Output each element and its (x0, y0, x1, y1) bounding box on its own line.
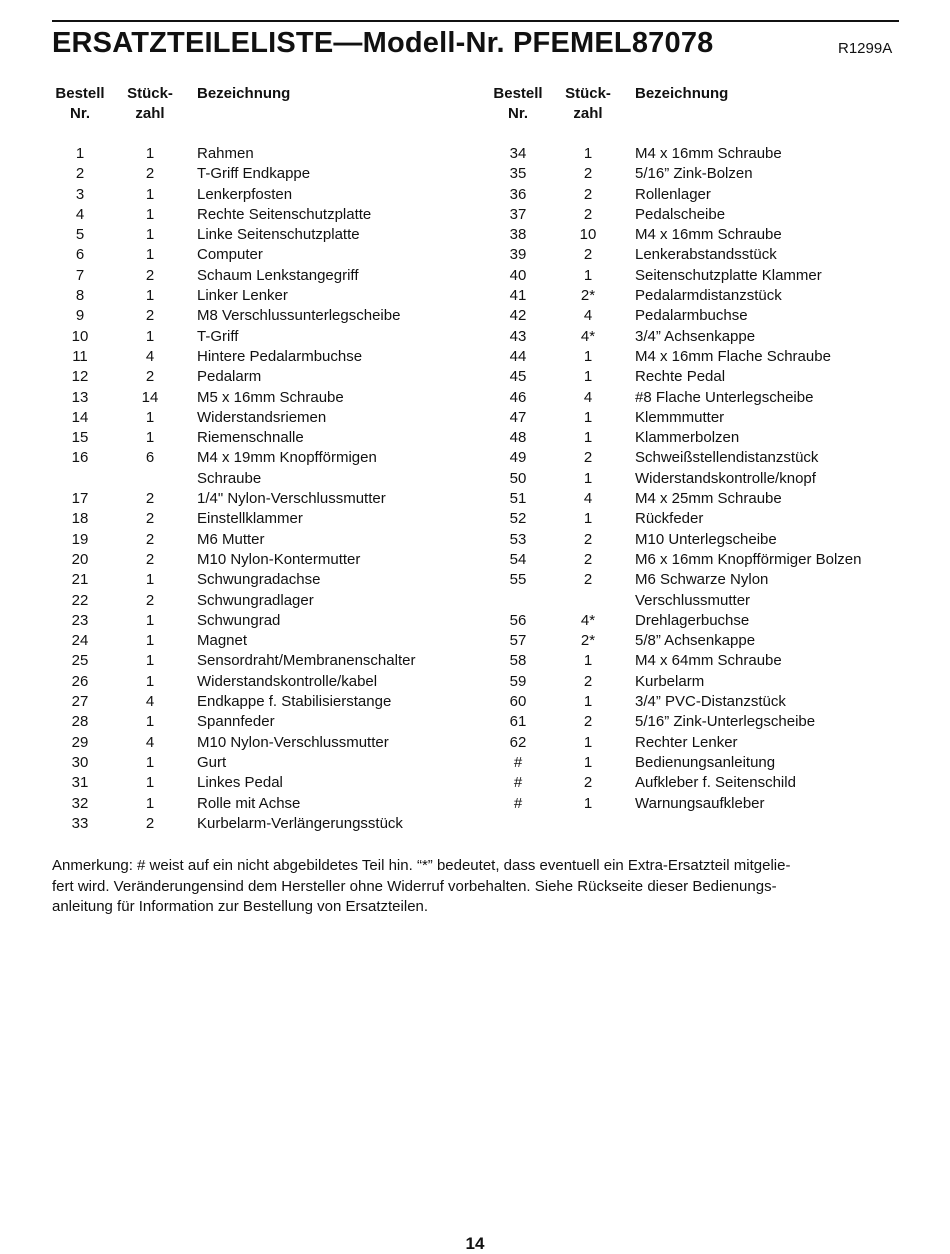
part-description: Klammerbolzen (635, 429, 740, 447)
part-number: 38 (509, 226, 527, 244)
part-description: Hintere Pedalarmbuchse (197, 347, 363, 365)
part-number: 24 (71, 632, 89, 650)
part-description: M6 x 16mm Knopfförmiger Bolzen (635, 550, 862, 568)
part-quantity: 2 (583, 165, 593, 183)
part-description: Magnet (197, 632, 248, 650)
footnote: Anmerkung: # weist auf ein nicht abgebildetes Teil hin. “*” bedeutet, dass eventuell ein Extra-Ersatzteil mitgelie- fert wird. Veränderungensind dem Hersteller ohne Widerruf vorbehalten. Siehe Rückseite dieser Bedienungs- anleitung für Information zur Bestellung von Ersatzteilen. (52, 857, 791, 915)
part-description: Schweißstellendistanzstück (635, 449, 819, 467)
part-description: Rechter Lenker (635, 733, 738, 751)
part-description: Rahmen (197, 145, 254, 162)
table-row (52, 306, 472, 326)
part-description: Pedalarm (197, 368, 262, 386)
part-number: 14 (71, 408, 89, 426)
part-number: 62 (509, 733, 527, 751)
table-row (52, 185, 472, 205)
part-quantity: 4 (145, 347, 155, 365)
part-number: # (513, 794, 523, 812)
part-quantity: 2* (580, 632, 596, 650)
part-description: 1/4" Nylon-Verschlussmutter (197, 490, 386, 508)
part-number: 36 (509, 185, 527, 203)
part-quantity: 1 (583, 145, 593, 162)
part-quantity: 4 (145, 693, 155, 711)
part-quantity: 2 (145, 591, 155, 609)
part-number: 21 (71, 571, 89, 589)
part-description: Rechte Pedal (635, 368, 726, 386)
table-row (52, 611, 472, 631)
table-row (490, 185, 910, 205)
part-number: 1 (75, 145, 85, 162)
part-quantity: 4* (580, 611, 596, 629)
part-quantity: 2 (583, 672, 593, 690)
part-description: Gurt (197, 753, 227, 771)
part-number: 7 (75, 266, 85, 284)
part-description: M4 x 16mm Flache Schraube (635, 347, 831, 365)
table-row (490, 692, 910, 712)
parts-column-right (490, 84, 910, 812)
table-row (490, 489, 910, 509)
part-description: Schwungradlager (197, 591, 314, 609)
part-description: T-Griff (197, 327, 239, 345)
part-number: 51 (509, 490, 527, 508)
part-description: Rolle mit Achse (197, 794, 301, 812)
table-row (490, 712, 910, 732)
table-row (52, 753, 472, 773)
table-row (52, 408, 472, 428)
part-quantity: 1 (145, 713, 155, 731)
part-number: 47 (509, 408, 527, 426)
table-row (52, 712, 472, 732)
part-description: 5/8” Achsenkappe (635, 632, 756, 650)
header-quantity: Stück- zahl (127, 85, 173, 122)
table-row (490, 286, 910, 306)
part-quantity: 1 (583, 266, 593, 284)
part-number: 12 (71, 368, 89, 386)
part-quantity: 1 (145, 246, 155, 264)
part-number: 29 (71, 733, 89, 751)
part-description: M4 x 16mm Schraube (635, 145, 782, 162)
part-number: 25 (71, 652, 89, 670)
table-row (490, 530, 910, 550)
part-description: M10 Unterlegscheibe (635, 530, 777, 548)
table-row (52, 651, 472, 671)
part-quantity: 1 (145, 327, 155, 345)
part-description: Pedalscheibe (635, 205, 726, 223)
part-quantity: 1 (145, 794, 155, 812)
part-quantity: 10 (579, 226, 597, 244)
part-number: 52 (509, 510, 527, 528)
part-description: M4 x 16mm Schraube (635, 226, 782, 244)
table-row (52, 631, 472, 651)
part-quantity: 4* (580, 327, 596, 345)
part-description: Lenkerabstandsstück (635, 246, 777, 264)
part-quantity: 1 (583, 368, 593, 386)
parts-column-left (52, 84, 472, 832)
part-description: Riemenschnalle (197, 429, 304, 447)
part-number: 9 (75, 307, 85, 325)
part-quantity: 2 (145, 530, 155, 548)
table-row (490, 347, 910, 367)
part-quantity: 2* (580, 287, 596, 305)
part-number: 11 (72, 347, 88, 365)
table-row (52, 448, 472, 489)
part-number: # (513, 774, 523, 792)
page-number: 14 (465, 1234, 485, 1253)
table-row (490, 245, 910, 265)
part-number: 28 (71, 713, 89, 731)
part-quantity: 2 (583, 449, 593, 467)
part-number: 10 (71, 327, 89, 345)
part-number: 3 (75, 185, 85, 203)
header-order-number: Bestell Nr. (55, 85, 105, 122)
page-title: ERSATZTEILELISTE—Modell-Nr. PFEMEL87078 (52, 27, 714, 59)
table-row (490, 631, 910, 651)
part-number: 60 (509, 693, 527, 711)
part-number: 54 (509, 550, 527, 568)
table-row (490, 448, 910, 468)
table-row (490, 428, 910, 448)
part-quantity: 2 (583, 713, 593, 731)
part-number: 26 (71, 672, 89, 690)
part-description: Linker Lenker (197, 287, 288, 305)
part-quantity: 1 (145, 205, 155, 223)
part-number: 39 (509, 246, 527, 264)
part-quantity: 2 (583, 550, 593, 568)
table-row (490, 570, 910, 611)
part-quantity: 2 (145, 307, 155, 325)
table-row (52, 327, 472, 347)
part-quantity: 1 (583, 794, 593, 812)
part-description: 3/4” PVC-Distanzstück (635, 693, 786, 711)
part-description: Seitenschutzplatte Klammer (635, 266, 822, 284)
part-quantity: 1 (583, 510, 593, 528)
part-number: 17 (71, 490, 89, 508)
part-description: M5 x 16mm Schraube (197, 388, 344, 406)
part-quantity: 1 (145, 632, 155, 650)
part-description: Pedalarmdistanzstück (635, 287, 782, 305)
part-quantity: 4 (583, 307, 593, 325)
part-quantity: 2 (145, 510, 155, 528)
part-description: Endkappe f. Stabilisierstange (197, 693, 392, 711)
part-description: Schwungradachse (197, 571, 321, 589)
part-description: #8 Flache Unterlegscheibe (635, 388, 814, 406)
part-number: 37 (509, 205, 527, 223)
header-quantity: Stück- zahl (565, 85, 611, 122)
part-quantity: 2 (145, 266, 155, 284)
part-description: M4 x 64mm Schraube (635, 652, 782, 670)
part-description: M8 Verschlussunterlegscheibe (197, 307, 401, 325)
part-quantity: 1 (583, 733, 593, 751)
table-row (490, 469, 910, 489)
part-description: 5/16” Zink-Unterlegscheibe (635, 713, 816, 731)
part-quantity: 2 (583, 530, 593, 548)
part-number: 42 (509, 307, 527, 325)
part-number: 34 (509, 145, 527, 162)
part-description: M6 Mutter (197, 530, 265, 548)
parts-list-left (52, 144, 472, 834)
table-row (490, 225, 910, 245)
part-number: 23 (71, 611, 89, 629)
header-description: Bezeichnung (635, 85, 729, 102)
part-description: Spannfeder (197, 713, 275, 731)
table-row (52, 266, 472, 286)
part-number: 43 (509, 327, 527, 345)
part-description: M6 Schwarze Nylon Verschlussmutter (635, 571, 769, 609)
header-description: Bezeichnung (197, 85, 291, 102)
part-quantity: 1 (583, 693, 593, 711)
table-row (52, 692, 472, 712)
part-quantity: 2 (145, 165, 155, 183)
table-row (52, 530, 472, 550)
part-number: 13 (71, 388, 89, 406)
part-quantity: 1 (145, 774, 155, 792)
part-description: M10 Nylon-Kontermutter (197, 550, 361, 568)
part-quantity: 1 (145, 408, 155, 426)
part-number: 18 (71, 510, 89, 528)
table-row (52, 286, 472, 306)
table-row (490, 672, 910, 692)
part-quantity: 2 (145, 550, 155, 568)
part-number: 4 (75, 205, 85, 223)
table-row (52, 489, 472, 509)
table-row (490, 266, 910, 286)
part-description: Widerstandskontrolle/knopf (635, 469, 816, 487)
table-row (490, 651, 910, 671)
part-quantity: 1 (583, 347, 593, 365)
part-number: 6 (75, 246, 85, 264)
part-quantity: 1 (145, 226, 155, 244)
table-row (52, 388, 472, 408)
part-description: M4 x 25mm Schraube (635, 490, 782, 508)
table-row (52, 245, 472, 265)
part-number: 41 (509, 287, 527, 305)
table-row (490, 733, 910, 753)
table-row (490, 306, 910, 326)
table-row (490, 367, 910, 387)
part-quantity: 1 (583, 469, 593, 487)
part-quantity: 1 (583, 652, 593, 670)
part-number: 8 (75, 287, 85, 305)
part-quantity: 2 (583, 571, 593, 589)
part-quantity: 4 (583, 388, 593, 406)
table-row (52, 205, 472, 225)
header-order-number: Bestell Nr. (493, 85, 543, 122)
part-description: Pedalarmbuchse (635, 307, 748, 325)
part-number: 40 (509, 266, 527, 284)
part-description: T-Griff Endkappe (197, 165, 311, 183)
table-row (490, 205, 910, 225)
part-description: Schaum Lenkstangegriff (197, 266, 359, 284)
part-number: 50 (509, 469, 527, 487)
table-row (52, 347, 472, 367)
table-row (490, 611, 910, 631)
part-description: Linke Seitenschutzplatte (197, 226, 360, 244)
part-number: 49 (509, 449, 527, 467)
table-row (490, 327, 910, 347)
part-quantity: 1 (145, 753, 155, 771)
part-number: 31 (71, 774, 89, 792)
part-number: 20 (71, 550, 89, 568)
part-quantity: 2 (145, 368, 155, 386)
part-description: M10 Nylon-Verschlussmutter (197, 733, 389, 751)
part-quantity: 1 (583, 408, 593, 426)
table-row (52, 672, 472, 692)
part-number: 33 (71, 814, 89, 832)
part-description: Sensordraht/Membranenschalter (197, 652, 416, 670)
part-description: Kurbelarm (635, 672, 705, 690)
part-description: Widerstandsriemen (197, 408, 327, 426)
table-row (52, 814, 472, 834)
table-row (52, 367, 472, 387)
table-row (52, 570, 472, 590)
part-quantity: 1 (145, 287, 155, 305)
part-quantity: 14 (141, 388, 159, 406)
part-quantity: 1 (145, 571, 155, 589)
part-quantity: 4 (583, 490, 593, 508)
table-row (52, 794, 472, 814)
part-number: 19 (71, 530, 89, 548)
table-row (490, 388, 910, 408)
part-number: 48 (509, 429, 527, 447)
part-number: 55 (509, 571, 527, 589)
part-description: Computer (197, 246, 263, 264)
parts-list-right (490, 144, 910, 814)
part-quantity: 1 (583, 753, 593, 771)
table-row (490, 794, 910, 814)
part-number: 56 (509, 611, 527, 629)
part-quantity: 1 (583, 429, 593, 447)
part-description: Rechte Seitenschutzplatte (197, 205, 372, 223)
part-quantity: 1 (145, 185, 155, 203)
part-number: 44 (509, 347, 527, 365)
part-description: Linkes Pedal (197, 774, 283, 792)
part-number: # (513, 753, 523, 771)
table-row (52, 509, 472, 529)
table-row (52, 225, 472, 245)
part-description: Klemmmutter (635, 408, 725, 426)
part-description: 5/16” Zink-Bolzen (635, 165, 753, 183)
part-number: 57 (509, 632, 527, 650)
part-number: 53 (509, 530, 527, 548)
part-number: 59 (509, 672, 527, 690)
table-row (490, 550, 910, 570)
column-header (490, 84, 910, 124)
part-description: Lenkerpfosten (197, 185, 293, 203)
part-description: Einstellklammer (197, 510, 303, 528)
part-description: 3/4” Achsenkappe (635, 327, 756, 345)
table-row (52, 550, 472, 570)
part-number: 27 (71, 693, 89, 711)
part-number: 61 (509, 713, 527, 731)
part-description: Aufkleber f. Seitenschild (635, 774, 796, 792)
table-row (490, 144, 910, 164)
table-row (490, 773, 910, 793)
part-number: 45 (509, 368, 527, 386)
top-rule (52, 20, 899, 22)
table-row (52, 773, 472, 793)
column-header (52, 84, 472, 124)
part-quantity: 2 (583, 774, 593, 792)
part-quantity: 1 (145, 652, 155, 670)
part-quantity: 1 (145, 672, 155, 690)
part-description: Drehlagerbuchse (635, 611, 750, 629)
part-description: Widerstandskontrolle/kabel (197, 672, 378, 690)
table-row (490, 509, 910, 529)
table-row (490, 753, 910, 773)
table-row (52, 144, 472, 164)
part-description: Rollenlager (635, 185, 711, 203)
table-row (490, 164, 910, 184)
part-quantity: 2 (583, 185, 593, 203)
part-number: 35 (509, 165, 527, 183)
part-number: 46 (509, 388, 527, 406)
part-number: 30 (71, 753, 89, 771)
table-row (490, 408, 910, 428)
part-description: M4 x 19mm Knopfförmigen Schraube (197, 449, 377, 487)
document-code: R1299A (838, 40, 893, 57)
part-quantity: 2 (145, 814, 155, 832)
part-number: 16 (71, 449, 89, 467)
table-row (52, 733, 472, 753)
part-description: Kurbelarm-Verlängerungsstück (197, 814, 403, 832)
part-quantity: 2 (583, 205, 593, 223)
part-description: Rückfeder (635, 510, 704, 528)
part-quantity: 2 (145, 490, 155, 508)
part-number: 15 (71, 429, 89, 447)
table-row (52, 164, 472, 184)
part-description: Warnungsaufkleber (635, 794, 765, 812)
part-quantity: 1 (145, 429, 155, 447)
part-quantity: 4 (145, 733, 155, 751)
part-description: Bedienungsanleitung (635, 753, 776, 771)
part-quantity: 1 (145, 145, 155, 162)
part-description: Schwungrad (197, 611, 281, 629)
part-quantity: 6 (145, 449, 155, 467)
part-number: 22 (71, 591, 89, 609)
part-quantity: 1 (145, 611, 155, 629)
part-number: 2 (75, 165, 85, 183)
table-row (52, 591, 472, 611)
table-row (52, 428, 472, 448)
part-number: 32 (71, 794, 89, 812)
part-number: 5 (75, 226, 85, 244)
part-quantity: 2 (583, 246, 593, 264)
part-number: 58 (509, 652, 527, 670)
